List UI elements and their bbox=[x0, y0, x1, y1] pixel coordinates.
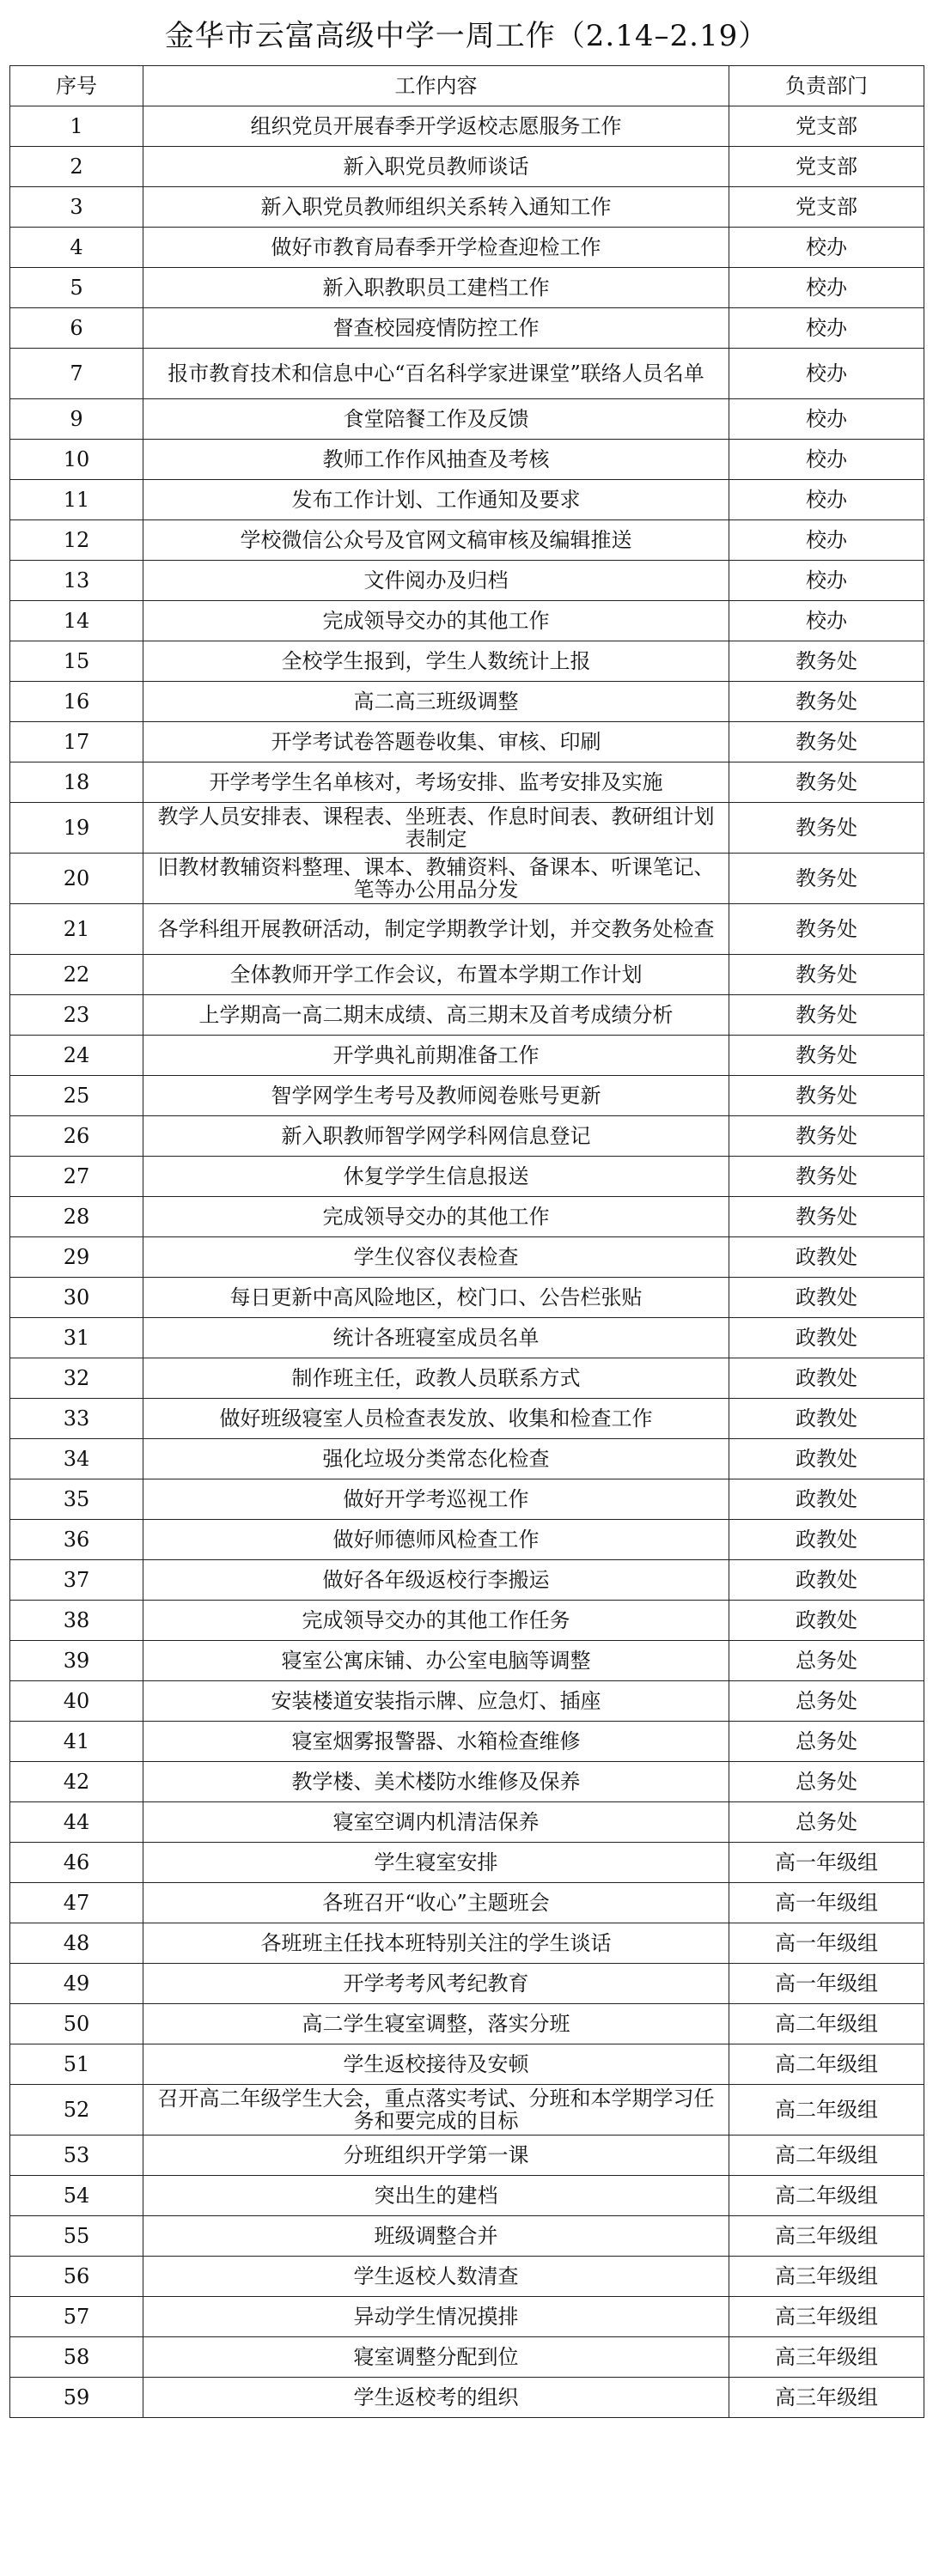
table-row bbox=[10, 520, 924, 561]
row-number-cell: 11 bbox=[10, 480, 143, 520]
table-row bbox=[10, 2257, 924, 2297]
row-department-cell: 高二年级组 bbox=[729, 2044, 924, 2085]
row-department-cell: 教务处 bbox=[729, 904, 924, 955]
row-content-cell: 督查校园疫情防控工作 bbox=[143, 308, 729, 349]
row-department-cell: 高一年级组 bbox=[729, 1883, 924, 1923]
row-content-cell: 每日更新中高风险地区，校门口、公告栏张贴 bbox=[143, 1278, 729, 1318]
row-content-cell: 旧教材教辅资料整理、课本、教辅资料、备课本、听课笔记、笔等办公用品分发 bbox=[143, 854, 729, 904]
row-content-cell: 教师工作作风抽查及考核 bbox=[143, 440, 729, 480]
row-content-cell: 寝室公寓床铺、办公室电脑等调整 bbox=[143, 1641, 729, 1681]
table-row bbox=[10, 1197, 924, 1237]
row-department-cell: 校办 bbox=[729, 268, 924, 308]
row-content-cell: 新入职党员教师组织关系转入通知工作 bbox=[143, 187, 729, 228]
table-row bbox=[10, 2297, 924, 2337]
row-content-cell: 学生返校考的组织 bbox=[143, 2378, 729, 2418]
row-content-cell: 分班组织开学第一课 bbox=[143, 2136, 729, 2176]
row-content-cell: 组织党员开展春季开学返校志愿服务工作 bbox=[143, 106, 729, 147]
row-content-cell: 做好各年级返校行李搬运 bbox=[143, 1560, 729, 1601]
row-content-cell: 教学楼、美术楼防水维修及保养 bbox=[143, 1762, 729, 1802]
row-number-cell: 9 bbox=[10, 399, 143, 440]
row-content-cell: 全校学生报到，学生人数统计上报 bbox=[143, 641, 729, 682]
row-number-cell: 38 bbox=[10, 1601, 143, 1641]
row-department-cell: 高三年级组 bbox=[729, 2257, 924, 2297]
row-content-cell: 学生寝室安排 bbox=[143, 1843, 729, 1883]
row-content-cell: 学生仪容仪表检查 bbox=[143, 1237, 729, 1278]
row-department-cell: 高二年级组 bbox=[729, 2004, 924, 2044]
row-department-cell: 教务处 bbox=[729, 1076, 924, 1116]
row-number-cell: 52 bbox=[10, 2085, 143, 2136]
row-number-cell: 34 bbox=[10, 1439, 143, 1479]
header-department: 负责部门 bbox=[729, 66, 924, 106]
row-department-cell: 教务处 bbox=[729, 682, 924, 722]
row-department-cell: 校办 bbox=[729, 561, 924, 601]
row-number-cell: 41 bbox=[10, 1722, 143, 1762]
row-content-cell: 寝室烟雾报警器、水箱检查维修 bbox=[143, 1722, 729, 1762]
row-department-cell: 教务处 bbox=[729, 1197, 924, 1237]
table-row bbox=[10, 1762, 924, 1802]
row-number-cell: 5 bbox=[10, 268, 143, 308]
row-number-cell: 26 bbox=[10, 1116, 143, 1157]
table-row bbox=[10, 1883, 924, 1923]
row-content-cell: 教学人员安排表、课程表、坐班表、作息时间表、教研组计划表制定 bbox=[143, 803, 729, 854]
row-content-cell: 上学期高一高二期末成绩、高三期末及首考成绩分析 bbox=[143, 995, 729, 1036]
row-department-cell: 教务处 bbox=[729, 722, 924, 762]
row-department-cell: 高三年级组 bbox=[729, 2378, 924, 2418]
table-body bbox=[10, 106, 924, 2418]
table-row bbox=[10, 601, 924, 641]
row-content-cell: 寝室空调内机清洁保养 bbox=[143, 1802, 729, 1843]
row-number-cell: 16 bbox=[10, 682, 143, 722]
table-row bbox=[10, 1923, 924, 1964]
row-department-cell: 总务处 bbox=[729, 1722, 924, 1762]
row-content-cell: 开学考考风考纪教育 bbox=[143, 1964, 729, 2004]
table-row bbox=[10, 1722, 924, 1762]
table-row bbox=[10, 1157, 924, 1197]
header-number: 序号 bbox=[10, 66, 143, 106]
row-department-cell: 高一年级组 bbox=[729, 1843, 924, 1883]
table-row bbox=[10, 995, 924, 1036]
row-content-cell: 完成领导交办的其他工作任务 bbox=[143, 1601, 729, 1641]
row-department-cell: 政教处 bbox=[729, 1601, 924, 1641]
row-number-cell: 24 bbox=[10, 1036, 143, 1076]
row-department-cell: 总务处 bbox=[729, 1681, 924, 1722]
table-row bbox=[10, 904, 924, 955]
row-department-cell: 政教处 bbox=[729, 1399, 924, 1439]
row-department-cell: 政教处 bbox=[729, 1237, 924, 1278]
row-department-cell: 党支部 bbox=[729, 106, 924, 147]
row-department-cell: 校办 bbox=[729, 308, 924, 349]
table-row bbox=[10, 1439, 924, 1479]
row-number-cell: 2 bbox=[10, 147, 143, 187]
row-number-cell: 49 bbox=[10, 1964, 143, 2004]
row-department-cell: 政教处 bbox=[729, 1560, 924, 1601]
row-content-cell: 开学考学生名单核对，考场安排、监考安排及实施 bbox=[143, 762, 729, 803]
row-number-cell: 57 bbox=[10, 2297, 143, 2337]
row-department-cell: 高二年级组 bbox=[729, 2136, 924, 2176]
row-department-cell: 高三年级组 bbox=[729, 2297, 924, 2337]
row-number-cell: 59 bbox=[10, 2378, 143, 2418]
row-number-cell: 48 bbox=[10, 1923, 143, 1964]
table-row bbox=[10, 308, 924, 349]
table-row bbox=[10, 2216, 924, 2257]
table-row bbox=[10, 682, 924, 722]
row-department-cell: 总务处 bbox=[729, 1641, 924, 1681]
row-department-cell: 校办 bbox=[729, 228, 924, 268]
table-row bbox=[10, 955, 924, 995]
row-department-cell: 教务处 bbox=[729, 1157, 924, 1197]
row-content-cell: 开学考试卷答题卷收集、审核、印刷 bbox=[143, 722, 729, 762]
row-number-cell: 47 bbox=[10, 1883, 143, 1923]
row-number-cell: 23 bbox=[10, 995, 143, 1036]
row-content-cell: 各班召开“收心”主题班会 bbox=[143, 1883, 729, 1923]
row-number-cell: 7 bbox=[10, 349, 143, 399]
row-content-cell: 统计各班寝室成员名单 bbox=[143, 1318, 729, 1358]
row-content-cell: 完成领导交办的其他工作 bbox=[143, 601, 729, 641]
row-department-cell: 教务处 bbox=[729, 641, 924, 682]
row-number-cell: 44 bbox=[10, 1802, 143, 1843]
row-department-cell: 政教处 bbox=[729, 1358, 924, 1399]
row-content-cell: 报市教育技术和信息中心“百名科学家进课堂”联络人员名单 bbox=[143, 349, 729, 399]
row-department-cell: 总务处 bbox=[729, 1802, 924, 1843]
table-row bbox=[10, 2337, 924, 2378]
row-number-cell: 13 bbox=[10, 561, 143, 601]
row-department-cell: 党支部 bbox=[729, 147, 924, 187]
header-content: 工作内容 bbox=[143, 66, 729, 106]
row-department-cell: 校办 bbox=[729, 520, 924, 561]
row-number-cell: 35 bbox=[10, 1479, 143, 1520]
table-row bbox=[10, 1802, 924, 1843]
row-content-cell: 开学典礼前期准备工作 bbox=[143, 1036, 729, 1076]
table-row bbox=[10, 268, 924, 308]
row-content-cell: 高二学生寝室调整，落实分班 bbox=[143, 2004, 729, 2044]
row-content-cell: 全体教师开学工作会议，布置本学期工作计划 bbox=[143, 955, 729, 995]
row-number-cell: 15 bbox=[10, 641, 143, 682]
row-content-cell: 休复学学生信息报送 bbox=[143, 1157, 729, 1197]
row-number-cell: 31 bbox=[10, 1318, 143, 1358]
row-department-cell: 高二年级组 bbox=[729, 2085, 924, 2136]
row-department-cell: 党支部 bbox=[729, 187, 924, 228]
table-row bbox=[10, 2136, 924, 2176]
row-content-cell: 新入职教职员工建档工作 bbox=[143, 268, 729, 308]
row-number-cell: 50 bbox=[10, 2004, 143, 2044]
row-number-cell: 55 bbox=[10, 2216, 143, 2257]
row-content-cell: 完成领导交办的其他工作 bbox=[143, 1197, 729, 1237]
table-row bbox=[10, 2378, 924, 2418]
table-row bbox=[10, 1036, 924, 1076]
table-row bbox=[10, 1601, 924, 1641]
row-department-cell: 高二年级组 bbox=[729, 2176, 924, 2216]
table-row bbox=[10, 147, 924, 187]
row-number-cell: 4 bbox=[10, 228, 143, 268]
row-number-cell: 39 bbox=[10, 1641, 143, 1681]
row-content-cell: 发布工作计划、工作通知及要求 bbox=[143, 480, 729, 520]
table-row bbox=[10, 2176, 924, 2216]
row-content-cell: 做好师德师风检查工作 bbox=[143, 1520, 729, 1560]
row-number-cell: 54 bbox=[10, 2176, 143, 2216]
row-department-cell: 教务处 bbox=[729, 1036, 924, 1076]
row-department-cell: 校办 bbox=[729, 480, 924, 520]
table-row bbox=[10, 561, 924, 601]
row-number-cell: 58 bbox=[10, 2337, 143, 2378]
table-row bbox=[10, 1116, 924, 1157]
row-department-cell: 校办 bbox=[729, 349, 924, 399]
row-content-cell: 文件阅办及归档 bbox=[143, 561, 729, 601]
row-department-cell: 政教处 bbox=[729, 1318, 924, 1358]
row-content-cell: 做好班级寝室人员检查表发放、收集和检查工作 bbox=[143, 1399, 729, 1439]
row-content-cell: 食堂陪餐工作及反馈 bbox=[143, 399, 729, 440]
row-department-cell: 校办 bbox=[729, 601, 924, 641]
row-content-cell: 学生返校人数清查 bbox=[143, 2257, 729, 2297]
work-schedule-table bbox=[9, 65, 924, 2418]
row-department-cell: 校办 bbox=[729, 399, 924, 440]
page-title: 金华市云富高级中学一周工作（2.14–2.19） bbox=[164, 18, 769, 53]
row-number-cell: 42 bbox=[10, 1762, 143, 1802]
row-number-cell: 20 bbox=[10, 854, 143, 904]
row-department-cell: 教务处 bbox=[729, 762, 924, 803]
row-department-cell: 政教处 bbox=[729, 1520, 924, 1560]
table-row bbox=[10, 803, 924, 854]
row-content-cell: 突出生的建档 bbox=[143, 2176, 729, 2216]
table-row bbox=[10, 1560, 924, 1601]
row-number-cell: 53 bbox=[10, 2136, 143, 2176]
row-number-cell: 14 bbox=[10, 601, 143, 641]
table-row bbox=[10, 641, 924, 682]
row-number-cell: 29 bbox=[10, 1237, 143, 1278]
row-content-cell: 新入职党员教师谈话 bbox=[143, 147, 729, 187]
table-row bbox=[10, 1843, 924, 1883]
table-row bbox=[10, 854, 924, 904]
row-department-cell: 高三年级组 bbox=[729, 2337, 924, 2378]
table-row bbox=[10, 228, 924, 268]
row-number-cell: 10 bbox=[10, 440, 143, 480]
row-department-cell: 教务处 bbox=[729, 955, 924, 995]
row-number-cell: 6 bbox=[10, 308, 143, 349]
row-content-cell: 智学网学生考号及教师阅卷账号更新 bbox=[143, 1076, 729, 1116]
table-row bbox=[10, 2085, 924, 2136]
row-department-cell: 政教处 bbox=[729, 1479, 924, 1520]
row-number-cell: 19 bbox=[10, 803, 143, 854]
table-row bbox=[10, 2004, 924, 2044]
table-row bbox=[10, 1318, 924, 1358]
row-content-cell: 班级调整合并 bbox=[143, 2216, 729, 2257]
table-row bbox=[10, 1520, 924, 1560]
row-department-cell: 教务处 bbox=[729, 1116, 924, 1157]
row-department-cell: 高三年级组 bbox=[729, 2216, 924, 2257]
row-content-cell: 学生返校接待及安顿 bbox=[143, 2044, 729, 2085]
table-header-row bbox=[10, 66, 924, 106]
row-number-cell: 18 bbox=[10, 762, 143, 803]
table-row bbox=[10, 1641, 924, 1681]
row-number-cell: 1 bbox=[10, 106, 143, 147]
table-row bbox=[10, 762, 924, 803]
table-row bbox=[10, 1358, 924, 1399]
table-row bbox=[10, 722, 924, 762]
row-content-cell: 强化垃圾分类常态化检查 bbox=[143, 1439, 729, 1479]
row-number-cell: 56 bbox=[10, 2257, 143, 2297]
row-department-cell: 教务处 bbox=[729, 995, 924, 1036]
row-number-cell: 51 bbox=[10, 2044, 143, 2085]
row-department-cell: 教务处 bbox=[729, 803, 924, 854]
row-department-cell: 高一年级组 bbox=[729, 1964, 924, 2004]
table-row bbox=[10, 1964, 924, 2004]
row-content-cell: 做好开学考巡视工作 bbox=[143, 1479, 729, 1520]
table-row bbox=[10, 480, 924, 520]
table-row bbox=[10, 1237, 924, 1278]
row-department-cell: 政教处 bbox=[729, 1278, 924, 1318]
row-department-cell: 总务处 bbox=[729, 1762, 924, 1802]
row-number-cell: 22 bbox=[10, 955, 143, 995]
row-content-cell: 各学科组开展教研活动，制定学期教学计划，并交教务处检查 bbox=[143, 904, 729, 955]
row-department-cell: 政教处 bbox=[729, 1439, 924, 1479]
row-number-cell: 12 bbox=[10, 520, 143, 561]
row-number-cell: 46 bbox=[10, 1843, 143, 1883]
row-content-cell: 安装楼道安装指示牌、应急灯、插座 bbox=[143, 1681, 729, 1722]
row-number-cell: 3 bbox=[10, 187, 143, 228]
row-number-cell: 36 bbox=[10, 1520, 143, 1560]
row-content-cell: 学校微信公众号及官网文稿审核及编辑推送 bbox=[143, 520, 729, 561]
table-row bbox=[10, 440, 924, 480]
row-content-cell: 制作班主任，政教人员联系方式 bbox=[143, 1358, 729, 1399]
table-row bbox=[10, 349, 924, 399]
row-content-cell: 新入职教师智学网学科网信息登记 bbox=[143, 1116, 729, 1157]
row-number-cell: 37 bbox=[10, 1560, 143, 1601]
row-content-cell: 做好市教育局春季开学检查迎检工作 bbox=[143, 228, 729, 268]
row-number-cell: 33 bbox=[10, 1399, 143, 1439]
table-row bbox=[10, 187, 924, 228]
row-number-cell: 32 bbox=[10, 1358, 143, 1399]
row-content-cell: 高二高三班级调整 bbox=[143, 682, 729, 722]
row-content-cell: 寝室调整分配到位 bbox=[143, 2337, 729, 2378]
row-number-cell: 27 bbox=[10, 1157, 143, 1197]
table-row bbox=[10, 1479, 924, 1520]
table-row bbox=[10, 106, 924, 147]
row-content-cell: 各班班主任找本班特别关注的学生谈话 bbox=[143, 1923, 729, 1964]
row-number-cell: 25 bbox=[10, 1076, 143, 1116]
row-number-cell: 21 bbox=[10, 904, 143, 955]
row-department-cell: 高一年级组 bbox=[729, 1923, 924, 1964]
row-number-cell: 30 bbox=[10, 1278, 143, 1318]
row-number-cell: 28 bbox=[10, 1197, 143, 1237]
row-department-cell: 教务处 bbox=[729, 854, 924, 904]
row-content-cell: 召开高二年级学生大会，重点落实考试、分班和本学期学习任务和要完成的目标 bbox=[143, 2085, 729, 2136]
row-number-cell: 40 bbox=[10, 1681, 143, 1722]
row-content-cell: 异动学生情况摸排 bbox=[143, 2297, 729, 2337]
table-row bbox=[10, 1076, 924, 1116]
table-row bbox=[10, 1278, 924, 1318]
row-department-cell: 校办 bbox=[729, 440, 924, 480]
table-row bbox=[10, 399, 924, 440]
table-row bbox=[10, 1399, 924, 1439]
row-number-cell: 17 bbox=[10, 722, 143, 762]
table-row bbox=[10, 1681, 924, 1722]
table-row bbox=[10, 2044, 924, 2085]
